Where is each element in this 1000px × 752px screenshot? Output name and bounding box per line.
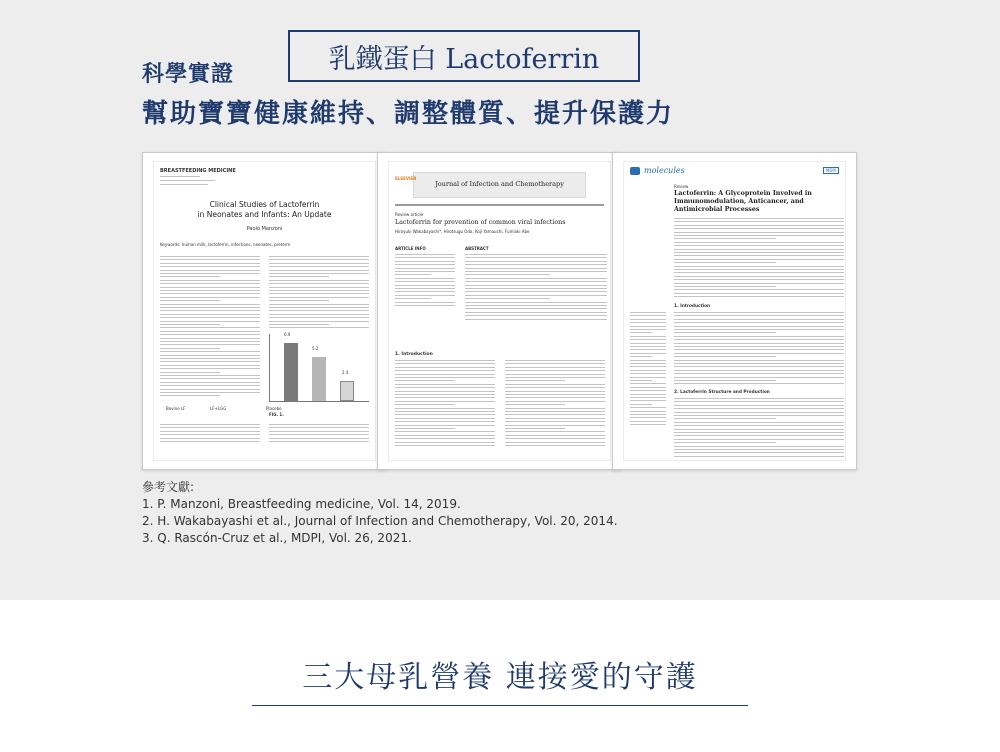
molecules-logo-icon xyxy=(630,167,640,175)
text-line xyxy=(269,283,369,284)
text-line xyxy=(630,373,666,374)
text-line xyxy=(160,266,260,267)
paper-3-title: Lactoferrin: A Glycoprotein Involved in Immunomodulation, Anticancer, and Antimicrobial Processes xyxy=(674,190,812,213)
paper-1-author: Paolo Manzoni xyxy=(246,226,283,232)
paper-2-authors: Hiroyuki Wakabayashi*, Hirotsugu Oda, Koji Yamauchi, Fumiaki Abe xyxy=(395,229,530,234)
text-line xyxy=(630,363,666,364)
text-line xyxy=(630,326,666,327)
text-line xyxy=(505,404,565,405)
text-line xyxy=(674,266,844,267)
text-line xyxy=(160,355,260,356)
text-line xyxy=(505,374,605,375)
text-line xyxy=(160,290,260,291)
text-line xyxy=(674,332,776,333)
text-line xyxy=(269,297,369,298)
text-line xyxy=(160,300,220,301)
text-line xyxy=(465,319,607,320)
text-line xyxy=(269,263,369,264)
text-line xyxy=(505,442,605,443)
text-line xyxy=(674,383,844,384)
text-line xyxy=(674,401,844,402)
text-line xyxy=(505,377,605,378)
text-line xyxy=(674,346,844,347)
text-line xyxy=(160,317,260,318)
text-line xyxy=(465,254,607,255)
text-line xyxy=(630,319,666,320)
text-line xyxy=(395,414,495,415)
text-line xyxy=(630,322,666,323)
text-line xyxy=(395,274,431,275)
text-line xyxy=(674,353,844,354)
text-line xyxy=(630,397,666,398)
text-line xyxy=(395,445,495,446)
text-line xyxy=(465,257,607,258)
text-line xyxy=(674,408,844,409)
header-subtitle: 幫助寶寶健康維持、調整體質、提升保護力 xyxy=(142,99,675,129)
text-line xyxy=(395,271,455,272)
text-line xyxy=(674,322,844,323)
text-line xyxy=(395,391,495,392)
text-line xyxy=(674,289,844,290)
text-line xyxy=(505,425,605,426)
text-line xyxy=(674,449,844,450)
paper-1-keywords: Keywords: human milk, lactoferrin, infections, neonates, preterm xyxy=(160,242,291,247)
text-line xyxy=(630,312,666,313)
text-line xyxy=(674,259,844,260)
text-line xyxy=(465,315,607,316)
text-line xyxy=(395,435,495,436)
text-line xyxy=(269,441,369,442)
paper-1-thumbnail: BREASTFEEDING MEDICINE Clinical Studies of Lactoferrin in Neonates and Infants: An Update Paolo Manzoni Keywords: human milk, lactoferrin, infections, neonates, preterm 6.9 5.2 2.4 Bovine LF LF+LGG Placebo FIG. 1. xyxy=(142,152,387,470)
text-line xyxy=(395,380,455,381)
text-line xyxy=(674,296,844,297)
text-line xyxy=(160,395,220,396)
text-line xyxy=(269,431,369,432)
text-line xyxy=(465,312,607,313)
text-line xyxy=(630,377,666,378)
text-line xyxy=(674,249,844,250)
text-line xyxy=(269,304,369,305)
text-line xyxy=(674,315,844,316)
text-line xyxy=(160,307,260,308)
text-line xyxy=(395,442,495,443)
text-line xyxy=(160,256,260,257)
text-line xyxy=(160,259,260,260)
text-line xyxy=(630,343,666,344)
text-line xyxy=(395,377,495,378)
text-line xyxy=(674,439,844,440)
text-line xyxy=(269,321,369,322)
text-line xyxy=(395,298,431,299)
text-line xyxy=(505,414,605,415)
text-line xyxy=(630,383,666,384)
text-line xyxy=(674,252,844,253)
text-line xyxy=(395,254,455,255)
text-line xyxy=(269,438,369,439)
text-line xyxy=(160,351,260,352)
text-line xyxy=(269,273,369,274)
text-line xyxy=(269,276,329,277)
text-line xyxy=(630,414,666,415)
text-line xyxy=(269,259,369,260)
text-line xyxy=(505,397,605,398)
text-line xyxy=(395,268,455,269)
text-line xyxy=(505,408,605,409)
text-line xyxy=(269,287,369,288)
text-line xyxy=(630,417,666,418)
text-line xyxy=(269,324,329,325)
text-line xyxy=(160,378,260,379)
text-line xyxy=(395,261,455,262)
text-line xyxy=(465,261,607,262)
text-line xyxy=(160,372,220,373)
text-line xyxy=(674,452,844,453)
text-line xyxy=(395,408,495,409)
text-line xyxy=(505,435,605,436)
text-line xyxy=(395,431,495,432)
text-line xyxy=(465,305,607,306)
text-line xyxy=(630,332,652,333)
text-line xyxy=(395,367,495,368)
text-line xyxy=(630,411,666,412)
text-line xyxy=(269,266,369,267)
text-line xyxy=(674,356,776,357)
paper-2-journal-banner: Journal of Infection and Chemotherapy xyxy=(413,172,586,198)
reference-item: 2. H. Wakabayashi et al., Journal of Infection and Chemotherapy, Vol. 20, 2014. xyxy=(142,514,618,528)
text-line xyxy=(160,368,260,369)
text-line xyxy=(160,344,260,345)
text-line xyxy=(269,300,329,301)
text-line xyxy=(505,370,605,371)
text-line xyxy=(269,280,369,281)
paper-1-title: Clinical Studies of Lactoferrin in Neonates and Infants: An Update xyxy=(197,200,332,219)
text-line xyxy=(630,339,666,340)
text-line xyxy=(674,228,844,229)
text-line xyxy=(160,424,260,425)
text-line xyxy=(630,370,666,371)
text-line xyxy=(674,221,844,222)
text-line xyxy=(395,401,495,402)
text-line xyxy=(160,438,260,439)
text-line xyxy=(395,387,495,388)
text-line xyxy=(630,349,666,350)
text-line xyxy=(674,422,844,423)
text-line xyxy=(269,327,369,328)
reference-item: 3. Q. Rascón-Cruz et al., MDPI, Vol. 26, 2021. xyxy=(142,531,412,545)
paper-3-badge: MDPI xyxy=(823,167,839,174)
text-line xyxy=(395,291,455,292)
text-line xyxy=(465,291,607,292)
text-line xyxy=(395,285,455,286)
text-line xyxy=(395,438,495,439)
text-line xyxy=(505,363,605,364)
footer-tagline: 三大母乳營養 連接愛的守護 xyxy=(302,660,698,695)
text-line xyxy=(160,321,260,322)
text-line xyxy=(395,264,455,265)
text-line xyxy=(160,304,260,305)
text-line xyxy=(674,272,844,273)
text-line xyxy=(269,310,369,311)
paper-1-journal: BREASTFEEDING MEDICINE xyxy=(160,168,236,174)
text-line xyxy=(630,315,666,316)
text-line xyxy=(505,391,605,392)
text-line xyxy=(630,346,666,347)
text-line xyxy=(395,397,495,398)
header-lead: 科學實證 xyxy=(142,62,235,87)
text-line xyxy=(160,287,260,288)
text-line xyxy=(630,421,666,422)
references xyxy=(142,479,618,547)
text-line xyxy=(630,353,666,354)
text-line xyxy=(465,295,607,296)
text-line xyxy=(674,312,844,313)
text-line xyxy=(674,415,844,416)
text-line xyxy=(505,380,565,381)
text-line xyxy=(160,283,260,284)
text-line xyxy=(630,336,666,337)
text-line xyxy=(160,434,260,435)
text-line xyxy=(674,232,844,233)
text-line xyxy=(674,339,844,340)
text-line xyxy=(465,281,607,282)
text-line xyxy=(395,305,455,306)
text-line xyxy=(505,418,605,419)
text-line xyxy=(465,298,550,299)
text-line xyxy=(269,317,369,318)
text-line xyxy=(674,343,844,344)
text-line xyxy=(465,274,550,275)
paper-3-brand: molecules xyxy=(644,166,685,175)
text-line xyxy=(630,360,666,361)
text-line xyxy=(674,360,844,361)
text-line xyxy=(630,394,666,395)
text-line xyxy=(505,387,605,388)
text-line xyxy=(269,307,369,308)
text-line xyxy=(160,280,260,281)
text-line xyxy=(269,434,369,435)
text-line xyxy=(674,435,844,436)
paper-2-title: Lactoferrin for prevention of common viral infections xyxy=(395,219,566,226)
text-line xyxy=(395,295,455,296)
text-line xyxy=(505,401,605,402)
text-line xyxy=(160,327,260,328)
reference-item: 1. P. Manzoni, Breastfeeding medicine, Vol. 14, 2019. xyxy=(142,497,461,511)
text-line xyxy=(630,387,666,388)
text-line xyxy=(505,411,605,412)
text-line xyxy=(160,263,260,264)
text-line xyxy=(465,271,607,272)
text-line xyxy=(674,370,844,371)
text-line xyxy=(505,445,605,446)
text-line xyxy=(269,270,369,271)
text-line xyxy=(674,398,844,399)
text-line xyxy=(505,360,605,361)
paper-2-thumbnail: Journal of Infection and Chemotherapy ELSEVIER Review article Lactoferrin for prevention of common viral infections Hiroyuki Wakabayashi*, Hirotsugu Oda, Koji Yamauchi, Fumiaki Abe ARTICLE INFO ABSTRACT 1. Introduction xyxy=(377,152,622,470)
text-line xyxy=(395,428,455,429)
paper-2-publisher: ELSEVIER xyxy=(395,176,417,181)
text-line xyxy=(395,374,495,375)
text-line xyxy=(674,412,844,413)
text-line xyxy=(505,384,605,385)
paper-3-thumbnail: molecules MDPI Review Lactoferrin: A Glycoprotein Involved in Immunomodulation, Anticancer, and Antimicrobial Processes 1. Introduction 2. Lactoferrin Structure and Production xyxy=(612,152,857,470)
text-line xyxy=(160,314,260,315)
text-line xyxy=(395,278,455,279)
text-line xyxy=(395,257,455,258)
text-line xyxy=(465,285,607,286)
text-line xyxy=(160,431,260,432)
text-line xyxy=(674,283,844,284)
text-line xyxy=(395,418,495,419)
text-line xyxy=(630,366,666,367)
text-line xyxy=(630,329,666,330)
text-line xyxy=(269,293,369,294)
text-line xyxy=(269,290,369,291)
text-line xyxy=(630,356,652,357)
text-line xyxy=(160,348,220,349)
text-line xyxy=(674,238,776,239)
text-line xyxy=(674,349,844,350)
text-line xyxy=(465,302,607,303)
text-line xyxy=(674,255,844,256)
text-line xyxy=(160,310,260,311)
text-line xyxy=(395,360,495,361)
text-line xyxy=(269,427,369,428)
text-line xyxy=(674,293,844,294)
paper-1-figure: 6.9 5.2 2.4 xyxy=(269,334,369,402)
text-line xyxy=(160,392,260,393)
text-line xyxy=(395,421,495,422)
text-line xyxy=(674,432,844,433)
text-line xyxy=(160,382,260,383)
text-line xyxy=(674,336,844,337)
text-line xyxy=(160,331,260,332)
text-line xyxy=(395,384,495,385)
text-line xyxy=(630,424,666,425)
text-line xyxy=(674,442,776,443)
text-line xyxy=(674,377,844,378)
text-line xyxy=(160,385,260,386)
text-line xyxy=(465,308,607,309)
text-line xyxy=(160,358,260,359)
text-line xyxy=(674,366,844,367)
text-line xyxy=(269,256,369,257)
text-line xyxy=(269,314,369,315)
text-line xyxy=(395,425,495,426)
text-line xyxy=(674,279,844,280)
text-line xyxy=(674,425,844,426)
text-line xyxy=(630,390,666,391)
text-line xyxy=(674,326,844,327)
references-heading: 參考文獻: xyxy=(142,480,195,494)
text-line xyxy=(160,427,260,428)
text-line xyxy=(395,281,455,282)
text-line xyxy=(160,297,260,298)
text-line xyxy=(674,446,844,447)
text-line xyxy=(505,431,605,432)
text-line xyxy=(674,405,844,406)
text-line xyxy=(160,276,220,277)
text-line xyxy=(465,278,607,279)
text-line xyxy=(395,302,455,303)
text-line xyxy=(674,269,844,270)
text-line xyxy=(674,245,844,246)
text-line xyxy=(674,225,844,226)
text-line xyxy=(505,367,605,368)
text-line xyxy=(674,429,844,430)
text-line xyxy=(395,394,495,395)
text-line xyxy=(674,262,776,263)
text-line xyxy=(630,380,652,381)
text-line xyxy=(160,341,260,342)
text-line xyxy=(630,407,666,408)
text-line xyxy=(160,273,260,274)
text-line xyxy=(160,361,260,362)
text-line xyxy=(465,288,607,289)
text-line xyxy=(160,389,260,390)
text-line xyxy=(395,411,495,412)
text-line xyxy=(674,218,844,219)
text-line xyxy=(395,363,495,364)
text-line xyxy=(395,370,495,371)
text-line xyxy=(674,276,844,277)
text-line xyxy=(160,293,260,294)
text-line xyxy=(160,338,260,339)
text-line xyxy=(674,235,844,236)
text-line xyxy=(674,363,844,364)
footer-underline xyxy=(252,705,748,706)
text-line xyxy=(160,365,260,366)
text-line xyxy=(465,268,607,269)
text-line xyxy=(505,428,565,429)
text-line xyxy=(674,286,776,287)
text-line xyxy=(505,438,605,439)
text-line xyxy=(674,319,844,320)
text-line xyxy=(269,424,369,425)
text-line xyxy=(630,400,666,401)
text-line xyxy=(630,404,652,405)
text-line xyxy=(674,418,776,419)
text-line xyxy=(674,329,844,330)
text-line xyxy=(505,421,605,422)
text-line xyxy=(465,264,607,265)
text-line xyxy=(160,375,260,376)
text-line xyxy=(674,380,776,381)
text-line xyxy=(160,270,260,271)
text-line xyxy=(674,242,844,243)
text-line xyxy=(674,456,844,457)
text-line xyxy=(505,394,605,395)
text-line xyxy=(160,441,260,442)
text-line xyxy=(395,288,455,289)
text-line xyxy=(395,404,455,405)
title-box xyxy=(288,30,640,82)
title-box-text: 乳鐵蛋白 Lactoferrin xyxy=(328,43,600,75)
text-line xyxy=(160,334,260,335)
text-line xyxy=(674,373,844,374)
text-line xyxy=(160,324,220,325)
